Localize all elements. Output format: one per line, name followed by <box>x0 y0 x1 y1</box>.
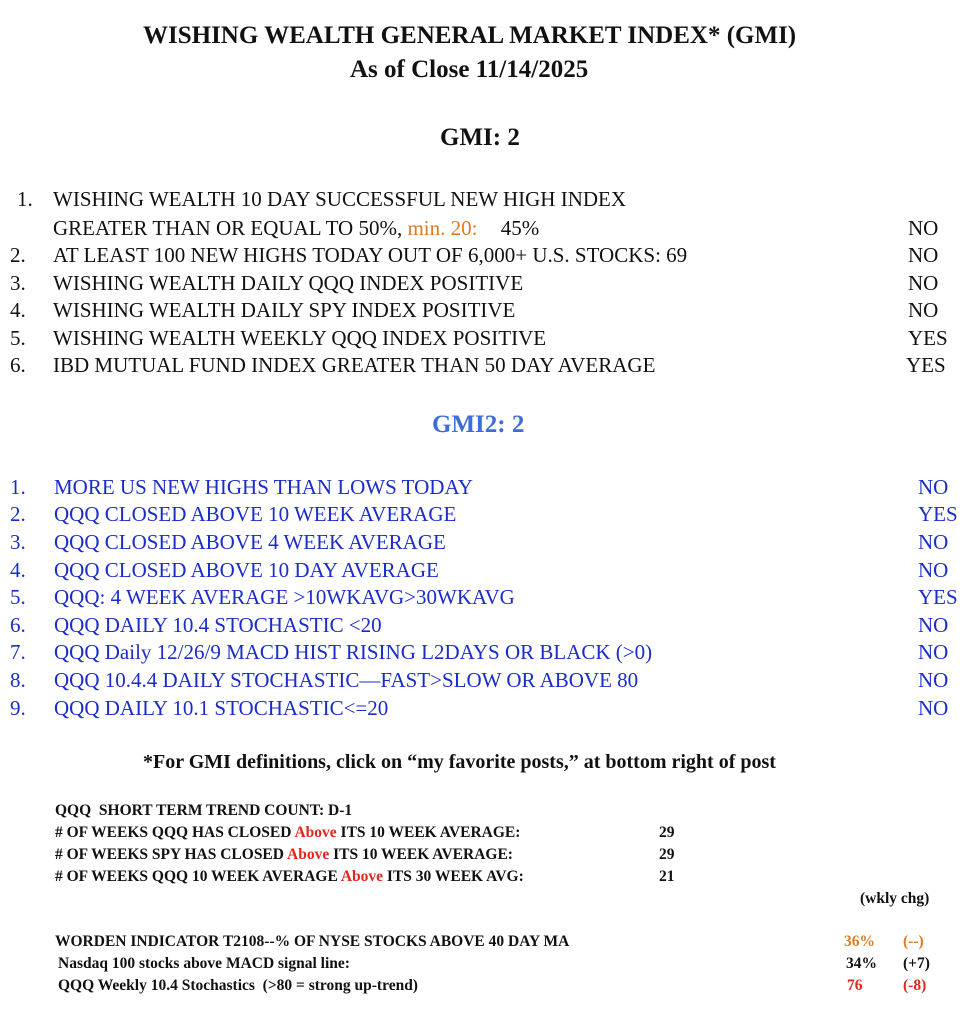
indicator-row-2-value: 34% <box>846 955 877 972</box>
gmi2-item-8-number: 8. <box>10 668 26 692</box>
gmi-item-1-number: 1. <box>17 187 33 211</box>
gmi2-item-4-number: 4. <box>10 558 26 582</box>
gmi2-item-5-answer: YES <box>918 585 958 609</box>
gmi2-item-5-text: QQQ: 4 WEEK AVERAGE >10WKAVG>30WKAVG <box>54 585 515 609</box>
gmi-item-1-minimum: min. 20: <box>407 216 478 240</box>
gmi-item-5-answer: YES <box>908 326 948 350</box>
gmi2-item-2-number: 2. <box>10 502 26 526</box>
trend-row-3-pre: # OF WEEKS QQQ 10 WEEK AVERAGE <box>55 868 341 885</box>
indicator-row-1-value: 36% <box>844 933 875 950</box>
gmi2-item-4-text: QQQ CLOSED ABOVE 10 DAY AVERAGE <box>54 558 439 582</box>
gmi2-item-4-answer: NO <box>918 558 949 582</box>
gmi2-item-8-text: QQQ 10.4.4 DAILY STOCHASTIC—FAST>SLOW OR ABOVE 80 <box>54 668 639 692</box>
gmi2-item-3-answer: NO <box>918 530 949 554</box>
trend-row-2-value: 29 <box>659 846 675 863</box>
indicator-row-3-text: QQQ Weekly 10.4 Stochastics (>80 = strong up-trend) <box>58 977 418 994</box>
trend-row-2-above: Above <box>287 846 330 863</box>
gmi-item-4-answer: NO <box>908 298 939 322</box>
gmi-item-1-criteria: GREATER THAN OR EQUAL TO 50%, <box>53 216 403 240</box>
gmi-item-1-value: 45% <box>500 216 540 240</box>
gmi2-item-9-text: QQQ DAILY 10.1 STOCHASTIC<=20 <box>54 696 389 720</box>
gmi2-item-2-answer: YES <box>918 502 958 526</box>
trend-count: QQQ SHORT TERM TREND COUNT: D-1 <box>55 802 353 819</box>
indicator-row-3-value: 76 <box>847 977 863 994</box>
gmi2-item-2-text: QQQ CLOSED ABOVE 10 WEEK AVERAGE <box>54 502 457 526</box>
indicator-row-3-change: (-8) <box>903 977 927 994</box>
gmi2-item-1-text: MORE US NEW HIGHS THAN LOWS TODAY <box>54 475 473 499</box>
trend-row-1-value: 29 <box>659 824 675 841</box>
trend-row-2-post: ITS 10 WEEK AVERAGE: <box>329 846 513 863</box>
gmi2-item-9-number: 9. <box>10 696 26 720</box>
page-subtitle-date: As of Close 11/14/2025 <box>350 56 589 83</box>
gmi-item-5-text: WISHING WEALTH WEEKLY QQQ INDEX POSITIVE <box>53 326 547 350</box>
gmi2-item-3-text: QQQ CLOSED ABOVE 4 WEEK AVERAGE <box>54 530 446 554</box>
trend-row-2 <box>55 846 513 864</box>
gmi2-item-1-number: 1. <box>10 475 26 499</box>
gmi2-item-3-number: 3. <box>10 530 26 554</box>
trend-row-3-above: Above <box>340 868 384 885</box>
trend-row-3 <box>55 868 524 886</box>
gmi-item-1-text: WISHING WEALTH 10 DAY SUCCESSFUL NEW HIGH INDEX <box>53 187 627 211</box>
trend-row-1-pre: # OF WEEKS QQQ HAS CLOSED <box>55 824 295 841</box>
gmi-item-4-number: 4. <box>10 298 26 322</box>
gmi2-item-7-text: QQQ Daily 12/26/9 MACD HIST RISING L2DAYS OR BLACK (>0) <box>54 640 653 664</box>
gmi2-item-9-answer: NO <box>918 696 949 720</box>
indicator-row-1-text: WORDEN INDICATOR T2108--% OF NYSE STOCKS ABOVE 40 DAY MA <box>55 933 570 950</box>
gmi-item-2-number: 2. <box>10 243 26 267</box>
gmi-item-4-text: WISHING WEALTH DAILY SPY INDEX POSITIVE <box>53 298 516 322</box>
trend-row-1-above: Above <box>294 824 337 841</box>
gmi-item-2-answer: NO <box>908 243 939 267</box>
gmi2-item-8-answer: NO <box>918 668 949 692</box>
trend-row-2-pre: # OF WEEKS SPY HAS CLOSED <box>55 846 287 863</box>
gmi2-item-6-text: QQQ DAILY 10.4 STOCHASTIC <20 <box>54 613 382 637</box>
gmi-item-2-text: AT LEAST 100 NEW HIGHS TODAY OUT OF 6,000+ U.S. STOCKS: 69 <box>53 243 688 267</box>
page-title: WISHING WEALTH GENERAL MARKET INDEX* (GMI) <box>143 22 797 49</box>
trend-row-1-post: ITS 10 WEEK AVERAGE: <box>336 824 521 841</box>
definitions-note: *For GMI definitions, click on “my favorite posts,” at bottom right of post <box>143 751 776 773</box>
gmi-item-3-answer: NO <box>908 271 939 295</box>
gmi2-item-7-answer: NO <box>918 640 949 664</box>
indicator-row-2-change: (+7) <box>903 955 930 972</box>
gmi-item-1-continuation <box>53 216 539 241</box>
trend-row-3-post: ITS 30 WEEK AVG: <box>383 868 524 885</box>
gmi-item-3-text: WISHING WEALTH DAILY QQQ INDEX POSITIVE <box>53 271 524 295</box>
gmi-item-3-number: 3. <box>10 271 26 295</box>
gmi-item-1-answer: NO <box>908 216 939 240</box>
gmi2-item-5-number: 5. <box>10 585 26 609</box>
gmi-item-6-text: IBD MUTUAL FUND INDEX GREATER THAN 50 DAY AVERAGE <box>53 353 656 377</box>
gmi2-item-7-number: 7. <box>10 640 26 664</box>
indicator-row-1-change: (--) <box>903 933 924 950</box>
gmi2-item-6-answer: NO <box>918 613 949 637</box>
gmi2-score: GMI2: 2 <box>432 411 525 438</box>
gmi-score: GMI: 2 <box>440 124 520 151</box>
indicator-row-2-text: Nasdaq 100 stocks above MACD signal line: <box>58 955 350 972</box>
trend-row-1 <box>55 824 520 842</box>
gmi-item-6-answer: YES <box>906 353 946 377</box>
gmi2-item-1-answer: NO <box>918 475 949 499</box>
gmi2-item-6-number: 6. <box>10 613 26 637</box>
gmi-item-5-number: 5. <box>10 326 26 350</box>
trend-row-3-value: 21 <box>659 868 675 885</box>
gmi-item-6-number: 6. <box>10 353 26 377</box>
weekly-change-label: (wkly chg) <box>860 890 930 907</box>
